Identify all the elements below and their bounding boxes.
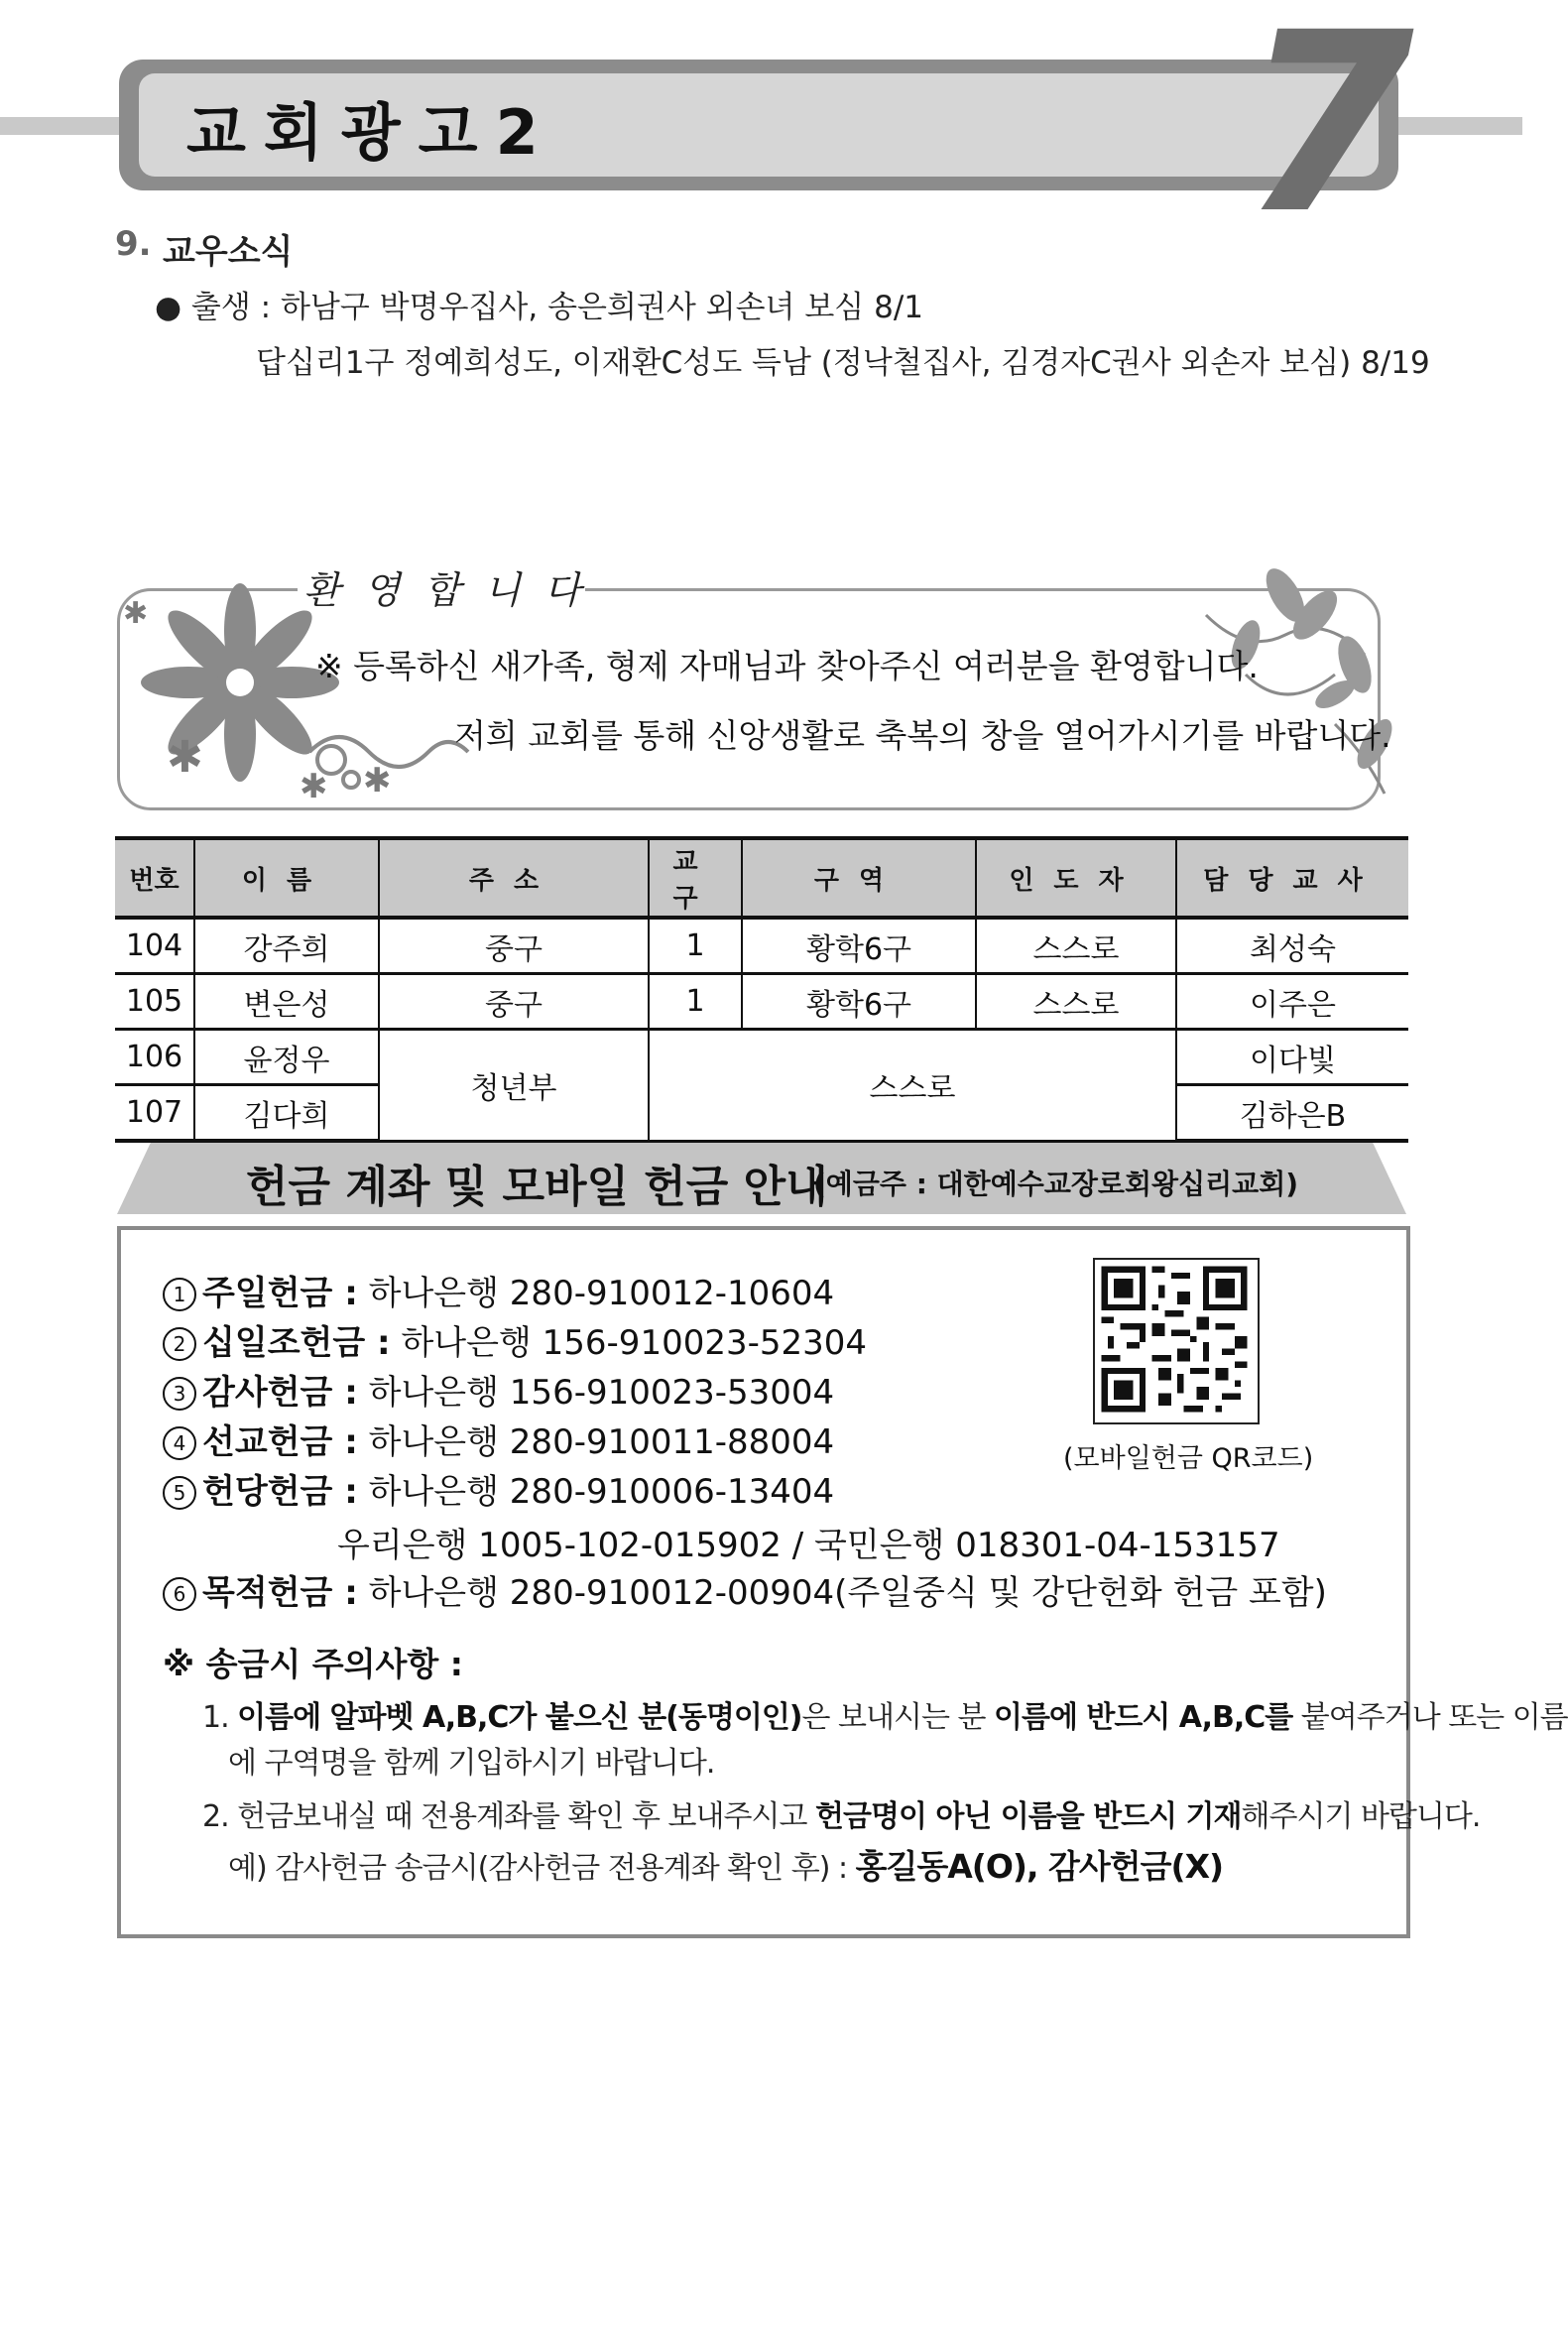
account-value: 하나은행 156-910023-53004 [357, 1373, 835, 1413]
account-line-tithe [163, 1315, 867, 1364]
welcome-title: 환영합니다 [303, 568, 605, 612]
offering-title: 헌금 계좌 및 모바일 헌금 안내 [246, 1162, 828, 1212]
cell-guide: 스스로 [976, 918, 1176, 974]
account-line-dedication [163, 1464, 834, 1513]
account-value: 하나은행 280-910012-00904(주일중식 및 강단헌화 헌금 포함) [357, 1573, 1327, 1613]
cell-parish: 1 [649, 974, 742, 1030]
column-header-guide: 인도자 [976, 838, 1176, 918]
notice-emphasis: 홍길동A(O), 감사헌금(X) [855, 1847, 1224, 1886]
account-line-dedication-extra: 우리은행 1005-102-015902 / 국민은행 018301-04-153157 [337, 1526, 1280, 1565]
account-label: 주일헌금 : [202, 1274, 358, 1313]
cell-name: 김다희 [194, 1085, 379, 1142]
account-label: 목적헌금 : [202, 1573, 358, 1613]
table-row [115, 918, 1408, 974]
svg-text:✱: ✱ [300, 767, 328, 806]
account-line-thanks [163, 1365, 834, 1414]
cell-number: 106 [115, 1030, 194, 1085]
account-line-mission [163, 1415, 834, 1463]
cell-name: 윤정우 [194, 1030, 379, 1085]
column-header-teacher: 담당교사 [1176, 838, 1408, 918]
cell-teacher: 최성숙 [1176, 918, 1408, 974]
account-value: 하나은행 280-910011-88004 [357, 1422, 835, 1462]
column-header-name: 이름 [194, 838, 379, 918]
notice-text: 1. [202, 1700, 238, 1735]
cell-number: 107 [115, 1085, 194, 1142]
cell-guide: 스스로 [976, 974, 1176, 1030]
account-value: 하나은행 156-910023-52304 [390, 1323, 868, 1363]
circled-number: 6 [163, 1577, 196, 1611]
cell-address: 중구 [379, 918, 649, 974]
circled-number: 4 [163, 1426, 196, 1460]
account-value: 하나은행 280-910012-10604 [357, 1274, 835, 1313]
circled-number: 2 [163, 1327, 196, 1361]
section-title: 교우소식 [163, 232, 294, 272]
mobile-offering-qr-code[interactable] [1093, 1258, 1260, 1424]
qr-caption: (모바일헌금 QR코드) [1063, 1443, 1314, 1474]
svg-text:✱: ✱ [363, 761, 392, 801]
notice-text: 예) 감사헌금 송금시(감사헌금 전용계좌 확인 후) : [228, 1851, 856, 1886]
table-header-row [115, 838, 1408, 918]
notice-2-example [228, 1841, 1223, 1888]
account-label: 십일조헌금 : [202, 1323, 391, 1363]
account-line-purpose [163, 1565, 1327, 1614]
notice-text: 은 보내시는 분 [801, 1700, 995, 1735]
column-header-number: 번호 [115, 838, 194, 918]
notice-emphasis: 헌금명이 아닌 이름을 반드시 기재 [815, 1799, 1242, 1834]
cell-number: 105 [115, 974, 194, 1030]
svg-text:✱: ✱ [167, 732, 203, 783]
circled-number: 5 [163, 1476, 196, 1510]
cell-address-merged: 청년부 [379, 1030, 649, 1142]
cell-teacher: 이다빛 [1176, 1030, 1408, 1085]
svg-text:✱: ✱ [123, 596, 149, 631]
cell-teacher: 김하은B [1176, 1085, 1408, 1142]
page-title: 교회광고2 [186, 96, 556, 169]
birth-news-line-2: 답십리1구 정예희성도, 이재환C성도 득남 (정낙철집사, 김경자C권사 외손자 보심) 8/19 [256, 345, 1430, 381]
circled-number: 3 [163, 1377, 196, 1411]
cell-teacher: 이주은 [1176, 974, 1408, 1030]
birth-news-line: ● 출생 : 하남구 박명우집사, 송은희권사 외손녀 보심 8/1 [155, 290, 923, 325]
cell-name: 변은성 [194, 974, 379, 1030]
cell-guide-merged: 스스로 [649, 1030, 1176, 1142]
column-header-district: 구역 [742, 838, 976, 918]
account-label: 헌당헌금 : [202, 1472, 358, 1512]
section-number: 9. [115, 224, 152, 264]
cell-name: 강주희 [194, 918, 379, 974]
table-row [115, 1030, 1408, 1085]
new-members-table [115, 836, 1408, 1143]
cell-address: 중구 [379, 974, 649, 1030]
account-value: 하나은행 280-910006-13404 [357, 1472, 835, 1512]
cell-parish: 1 [649, 918, 742, 974]
notice-text: 해주시기 바랍니다. [1241, 1799, 1481, 1834]
table-row [115, 974, 1408, 1030]
column-header-parish: 교구 [649, 838, 742, 918]
cell-district: 황학6구 [742, 974, 976, 1030]
circled-number: 1 [163, 1278, 196, 1311]
notice-text: 붙여주거나 또는 이름 [1292, 1700, 1568, 1735]
cell-number: 104 [115, 918, 194, 974]
welcome-message-line-1: ※ 등록하신 새가족, 형제 자매님과 찾아주신 여러분을 환영합니다. [315, 647, 1259, 685]
notice-text: 2. 헌금보내실 때 전용계좌를 확인 후 보내주시고 [202, 1799, 815, 1834]
cell-district: 황학6구 [742, 918, 976, 974]
welcome-message-line-2: 저희 교회를 통해 신앙생활로 축복의 창을 열어가시기를 바랍니다. [454, 716, 1391, 755]
column-header-address: 주소 [379, 838, 649, 918]
notice-emphasis: 이름에 반드시 A,B,C를 [994, 1700, 1293, 1735]
notice-2 [202, 1791, 1480, 1835]
notice-1-line-2: 에 구역명을 함께 기입하시기 바랍니다. [228, 1746, 715, 1781]
offering-account-holder: (예금주 : 대한예수교장로회왕십리교회) [813, 1168, 1299, 1200]
flower-decoration-left-icon [121, 593, 547, 806]
notice-title: ※ 송금시 주의사항 : [163, 1645, 463, 1683]
page-number: 7 [1242, 0, 1414, 268]
notice-emphasis: 이름에 알파벳 A,B,C가 붙으신 분(동명이인) [237, 1700, 802, 1735]
account-line-sunday [163, 1266, 834, 1314]
notice-1 [202, 1692, 1568, 1736]
account-label: 감사헌금 : [202, 1373, 358, 1413]
account-label: 선교헌금 : [202, 1422, 358, 1462]
qr-code-icon [1095, 1260, 1254, 1418]
